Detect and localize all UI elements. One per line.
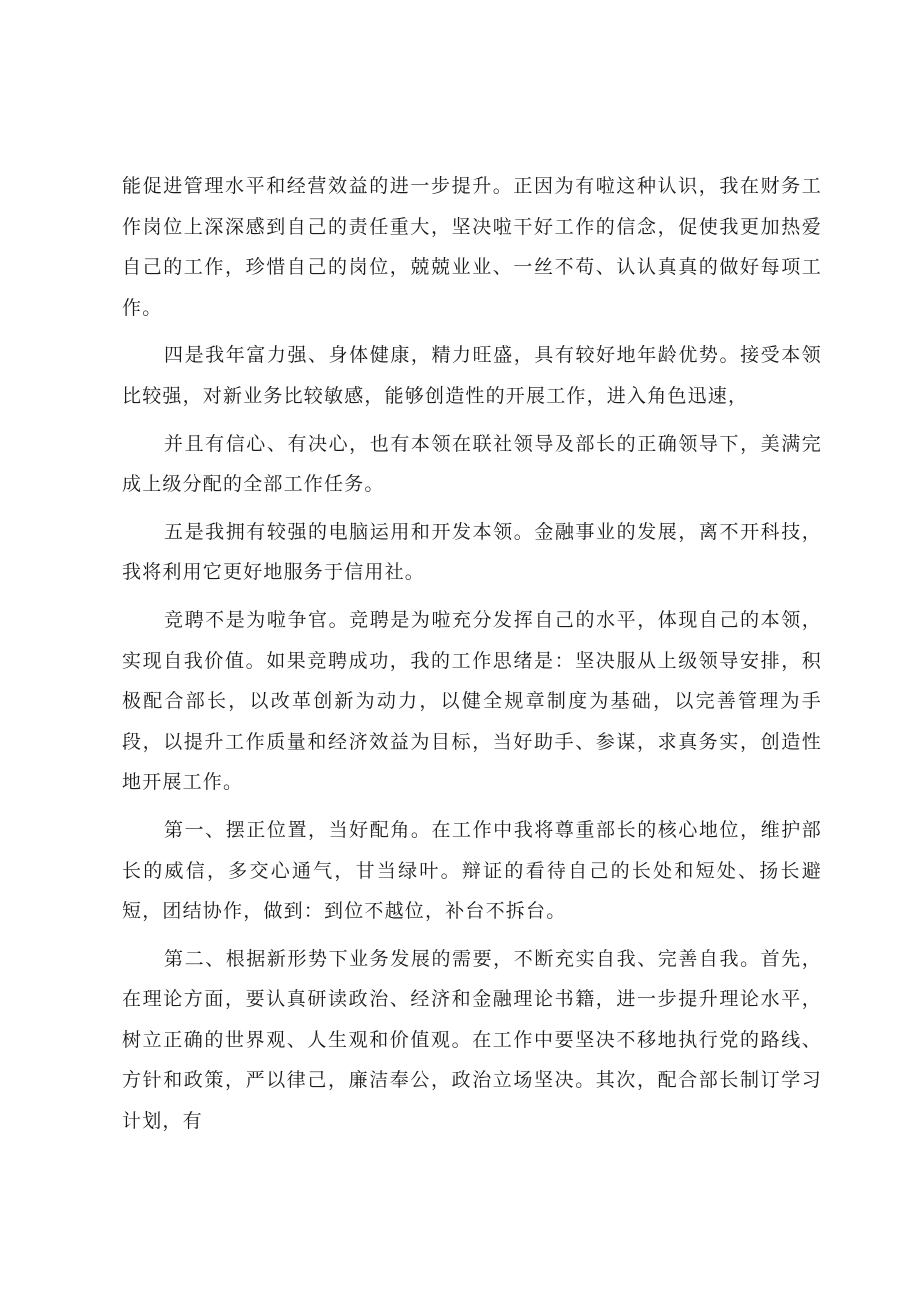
paragraph: 能促进管理水平和经营效益的进一步提升。正因为有啦这种认识，我在财务工作岗位上深深感到自己的责任重大，坚决啦干好工作的信念，促使我更加热爱自己的工作，珍惜自己的岗位，兢兢业业、一丝不苟、认认真真的做好每项工作。 bbox=[122, 175, 822, 319]
paragraph: 四是我年富力强、身体健康，精力旺盛，具有较好地年龄优势。接受本领比较强，对新业务比较敏感，能够创造性的开展工作，进入角色迅速， bbox=[122, 344, 822, 407]
document-body bbox=[122, 166, 822, 1149]
paragraph: 竞聘不是为啦争官。竞聘是为啦充分发挥自己的水平，体现自己的本领，实现自我价值。如果竞聘成功，我的工作思绪是：坚决服从上级领导安排，积极配合部长，以改革创新为动力，以健全规章制度为基础，以完善管理为手段，以提升工作质量和经济效益为目标，当好助手、参谋，求真务实，创造性地开展工作。 bbox=[122, 608, 822, 794]
paragraph: 并且有信心、有决心，也有本领在联社领导及部长的正确领导下，美满完成上级分配的全部工作任务。 bbox=[122, 432, 822, 496]
paragraph: 第二、根据新形势下业务发展的需要，不断充实自我、完善自我。首先，在理论方面，要认真研读政治、经济和金融理论书籍，进一步提升理论水平，树立正确的世界观、人生观和价值观。在工作中要坚决不移地执行党的路线、方针和政策，严以律己，廉洁奉公，政治立场坚决。其次，配合部长制订学习计划，有 bbox=[122, 947, 822, 1133]
paragraph: 第一、摆正位置，当好配角。在工作中我将尊重部长的核心地位，维护部长的威信，多交心通气，甘当绿叶。辩证的看待自己的长处和短处、扬长避短，团结协作，做到：到位不越位，补台不拆台。 bbox=[122, 818, 822, 923]
paragraph: 五是我拥有较强的电脑运用和开发本领。金融事业的发展，离不开科技，我将利用它更好地服务于信用社。 bbox=[122, 520, 822, 584]
